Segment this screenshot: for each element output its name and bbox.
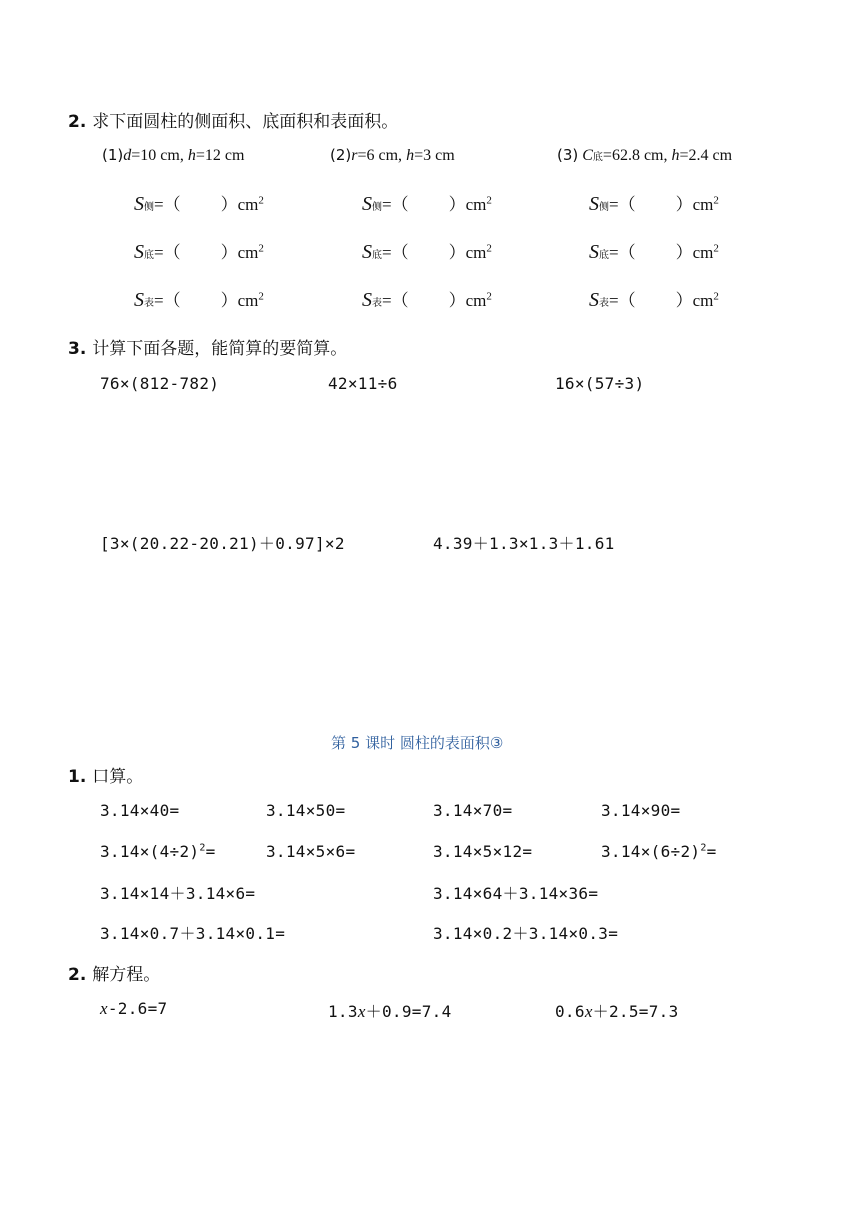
- oral-number: 1.: [68, 767, 87, 787]
- eqs-number: 2.: [68, 965, 87, 985]
- oral-r2-c1: $3.14\times(4\div 2)^2=$: [100, 842, 216, 861]
- equation-3: 0.6x＋2.5=7.3: [555, 1002, 679, 1021]
- oral-r4-c1: 3.14×0.7＋3.14×0.1=: [100, 924, 286, 943]
- oral-r1-c3: 3.14×70=: [433, 801, 513, 820]
- oral-text: 口算。: [92, 767, 144, 787]
- oral-r1-c2: 3.14×50=: [266, 801, 346, 820]
- area-side-1: S侧=（ ）$cm^2$: [134, 193, 264, 215]
- area-side-3: S侧=（ ）$cm^2$: [589, 193, 719, 215]
- q3-number: 3.: [68, 339, 87, 359]
- q3-text: 计算下面各题，能简算的要简算。: [92, 339, 348, 359]
- q2-number: 2.: [68, 112, 87, 132]
- oral-r3-c1: 3.14×14＋3.14×6=: [100, 884, 256, 903]
- area-side-2: S侧=（ ）$cm^2$: [362, 193, 492, 215]
- q3-expr-5: 4.39＋1.3×1.3＋1.61: [433, 534, 615, 553]
- oral-r2-c2: 3.14×5×6=: [266, 842, 356, 861]
- area-base-3: S底=（ ）$cm^2$: [589, 241, 719, 263]
- oral-r1-c4: 3.14×90=: [601, 801, 681, 820]
- q2-heading: [68, 107, 398, 132]
- area-total-2: S表=（ ）$cm^2$: [362, 289, 492, 311]
- q3-expr-2: 42×11÷6: [328, 374, 398, 393]
- q2-case-2: (2)r=6 cm, h=3 cm: [330, 146, 455, 164]
- area-base-1: S底=（ ）$cm^2$: [134, 241, 264, 263]
- lesson-title: 第 5 课时 圆柱的表面积③: [331, 734, 504, 752]
- area-total-1: S表=（ ）$cm^2$: [134, 289, 264, 311]
- q3-expr-4: [3×(20.22-20.21)＋0.97]×2: [100, 534, 345, 553]
- oral-heading: [68, 762, 143, 787]
- q2-case-3: (3) C底=62.8 cm, h=2.4 cm: [557, 146, 733, 164]
- q3-expr-3: 16×(57÷3): [555, 374, 645, 393]
- area-base-2: S底=（ ）$cm^2$: [362, 241, 492, 263]
- oral-r2-c4: $3.14\times(6\div 2)^2=$: [601, 842, 717, 861]
- q2-text: 求下面圆柱的侧面积、底面积和表面积。: [92, 112, 399, 132]
- equation-1: x-2.6=7: [100, 999, 168, 1018]
- equation-2: 1.3x＋0.9=7.4: [328, 1002, 452, 1021]
- q3-expr-1: 76×(812-782): [100, 374, 220, 393]
- q2-case-1: (1)d=10 cm, h=12 cm: [102, 146, 245, 164]
- eqs-heading: [68, 960, 160, 985]
- oral-r4-c2: 3.14×0.2＋3.14×0.3=: [433, 924, 619, 943]
- q3-heading: [68, 334, 347, 359]
- oral-r3-c2: 3.14×64＋3.14×36=: [433, 884, 599, 903]
- eqs-text: 解方程。: [92, 965, 161, 985]
- oral-r2-c3: 3.14×5×12=: [433, 842, 533, 861]
- oral-r1-c1: 3.14×40=: [100, 801, 180, 820]
- area-total-3: S表=（ ）$cm^2$: [589, 289, 719, 311]
